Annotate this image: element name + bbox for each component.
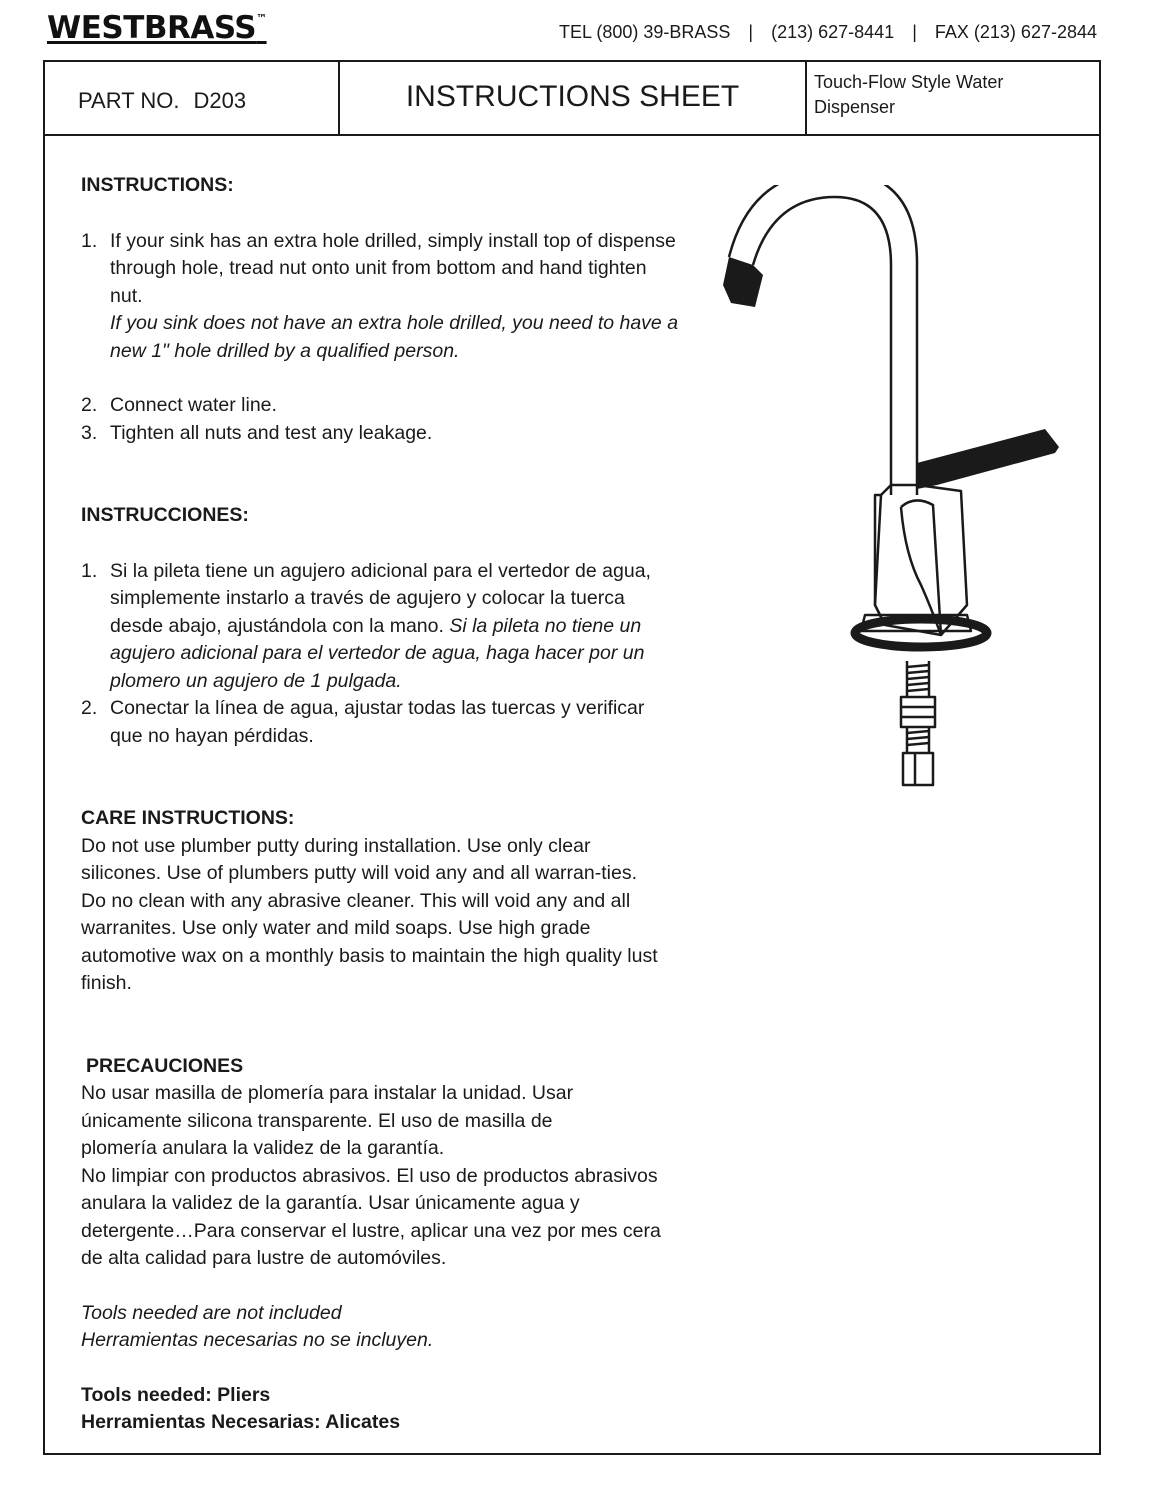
precauciones-text: No limpiar con productos abrasivos. El uso de productos abrasivos anulara la validez de la garantía. Usar únicamente agua y detergente…Para conservar el lustre, aplicar una vez por mes cera de alta calidad para lustre de automóviles. xyxy=(81,1164,661,1269)
part-label: PART NO. xyxy=(78,88,180,113)
step-number: 3. xyxy=(81,421,98,444)
instructions-heading: INSTRUCTIONS: xyxy=(81,174,234,196)
list-item xyxy=(81,392,681,420)
title-cell xyxy=(340,60,807,134)
step-note: If you sink does not have an extra hole drilled, you need to have a new 1" hole drilled by a qualified person. xyxy=(110,312,679,362)
step-text: Connect water line. xyxy=(110,394,277,416)
step-text: Si la pileta tiene un agujero adicional para el vertedor de agua, simplemente instarlo a través de agujero y colocar la tuerca desde abajo, ajustándola con la mano. xyxy=(110,559,651,637)
part-number: D203 xyxy=(193,88,247,113)
contact-separator: | xyxy=(912,22,917,42)
step-number: 1. xyxy=(81,559,98,582)
list-item xyxy=(81,228,681,366)
tools-needed-en: Tools needed: Pliers xyxy=(81,1383,271,1406)
instrucciones-heading: INSTRUCCIONES: xyxy=(81,504,249,526)
faucet-illustration xyxy=(715,185,1065,795)
sheet-title: INSTRUCTIONS SHEET xyxy=(405,80,740,113)
instructions-list xyxy=(81,228,681,448)
instructions-content xyxy=(81,172,681,1437)
step-number: 1. xyxy=(81,229,98,252)
tools-needed-es: Herramientas Necesarias: Alicates xyxy=(81,1411,401,1433)
product-name: Touch-Flow Style Water Dispenser xyxy=(814,72,1004,117)
contact-phone: (213) 627-8441 xyxy=(771,22,895,42)
list-item xyxy=(81,420,681,448)
step-number: 2. xyxy=(81,394,98,416)
precauciones-heading: PRECAUCIONES xyxy=(86,1054,244,1077)
step-note: Si la pileta no tiene un agujero adicional para el vertedor de agua, haga hacer por un plomero un agujero de 1 pulgada. xyxy=(110,614,645,692)
header-row xyxy=(43,60,1101,136)
list-item xyxy=(81,558,681,696)
step-text: Conectar la línea de agua, ajustar todas las tuercas y verificar que no hayan pérdidas. xyxy=(110,697,645,747)
contact-tel: TEL (800) 39-BRASS xyxy=(559,22,731,42)
care-text: Do not use plumber putty during installation. Use only clear silicones. Use of plumbers putty will void any and all warran-ties. Do no clean with any abrasive cleaner. This will void any and all warranites. Use only water and mild soaps. Use high grade automotive wax on a monthly basis to maintain the high quality lust finish. xyxy=(81,834,658,994)
step-text: If your sink has an extra hole drilled, simply install top of dispense through hole, tread nut onto unit from bottom and hand tighten nut. xyxy=(110,229,676,307)
brand-logo xyxy=(47,10,267,46)
part-cell xyxy=(43,60,340,134)
list-item xyxy=(81,695,681,750)
step-number: 2. xyxy=(81,697,98,719)
brand-name: WESTBRASS xyxy=(47,10,257,46)
tools-note-es: Herramientas necesarias no se incluyen. xyxy=(81,1329,434,1351)
contact-separator: | xyxy=(748,22,754,42)
brand-trademark: ™ xyxy=(256,12,267,25)
contact-line xyxy=(559,22,1097,43)
precauciones-text: No usar masilla de plomería para instalar la unidad. Usar únicamente silicona transparente. El uso de masilla de plomería anulara la validez de la garantía. xyxy=(81,1082,574,1159)
tools-note-en: Tools needed are not included xyxy=(81,1301,342,1324)
product-cell xyxy=(807,60,1099,134)
part-number-line xyxy=(78,88,246,114)
contact-fax: FAX (213) 627-2844 xyxy=(934,22,1097,42)
instrucciones-list xyxy=(81,558,681,751)
step-text: Tighten all nuts and test any leakage. xyxy=(110,421,433,444)
care-heading: CARE INSTRUCTIONS: xyxy=(81,807,295,829)
